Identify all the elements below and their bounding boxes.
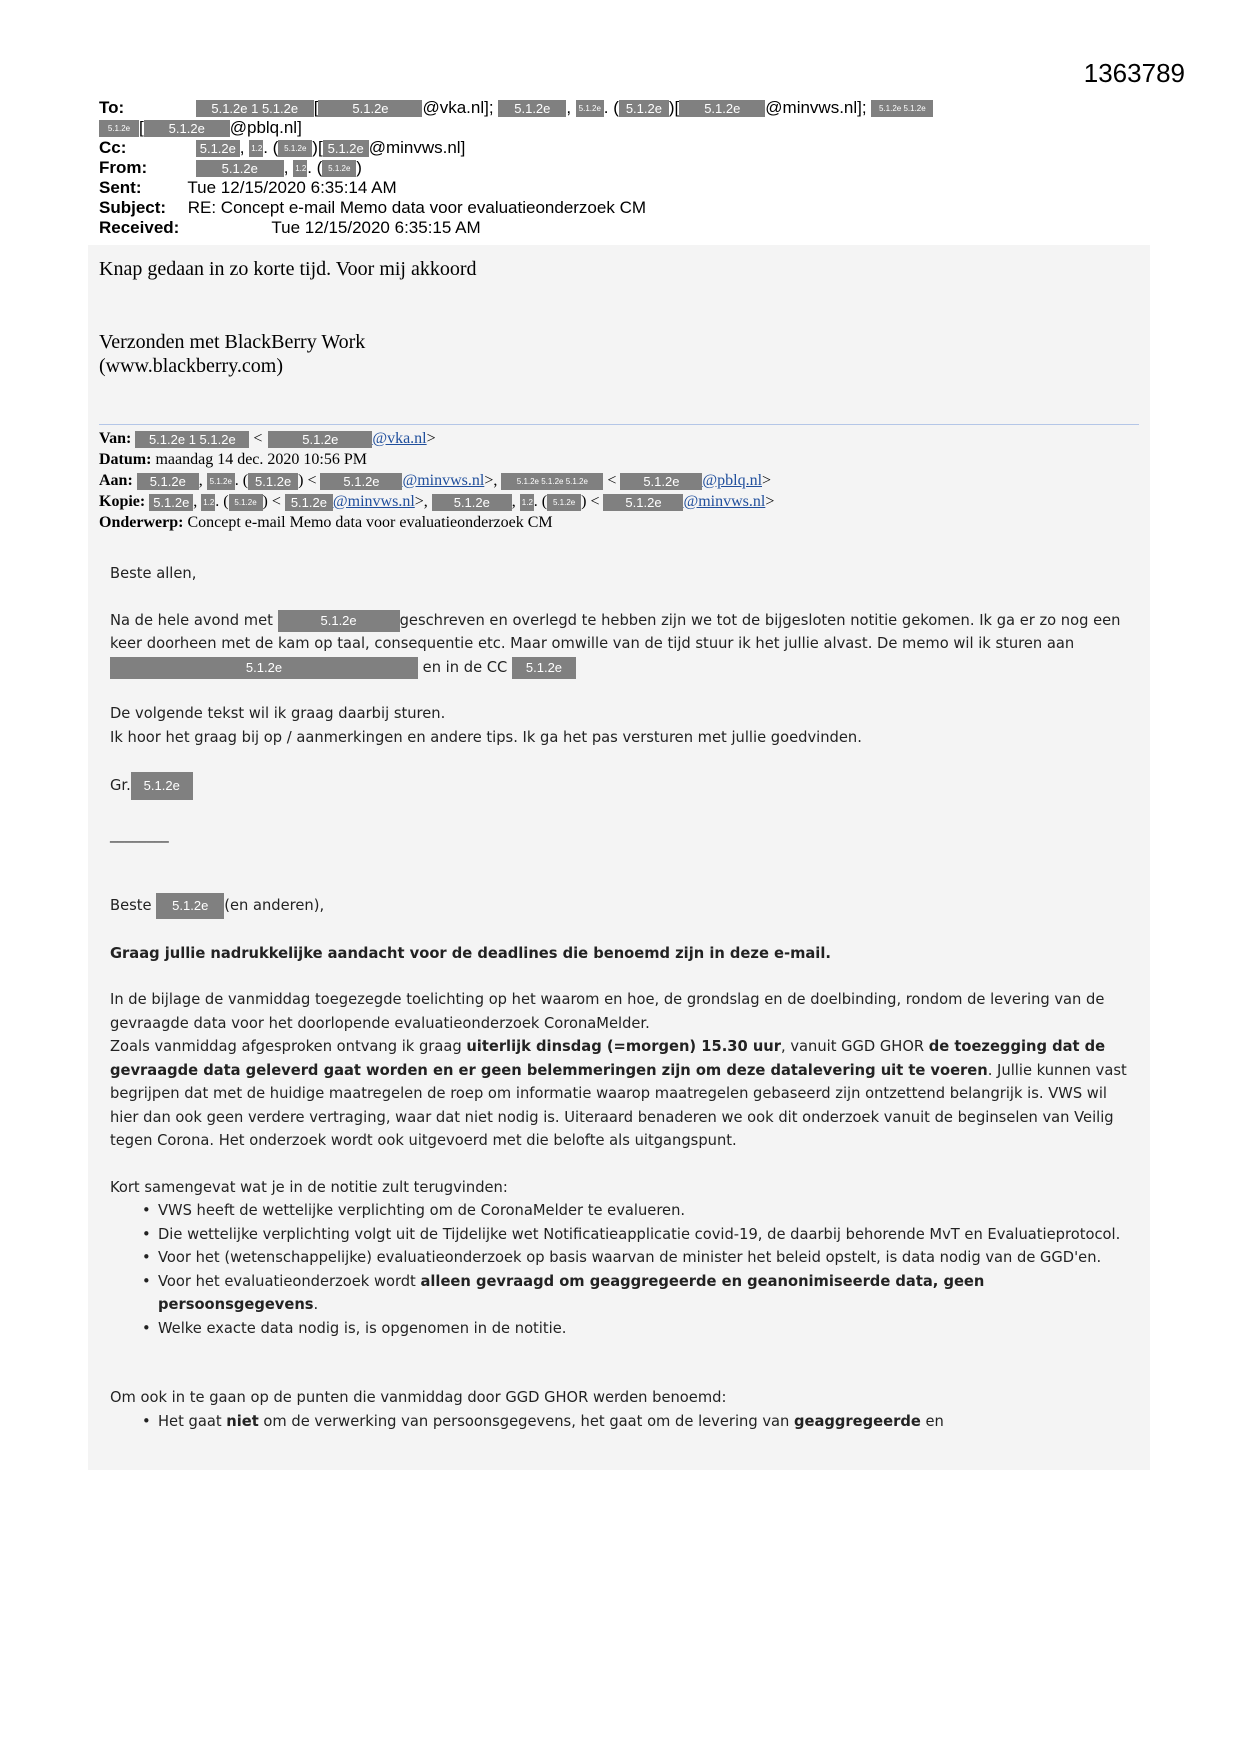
email-link[interactable]: @minvws.nl xyxy=(332,493,415,510)
email-domain-text: @minvws.nl]; xyxy=(765,98,867,117)
list-item xyxy=(158,1410,1130,1434)
received-label: Received: xyxy=(99,218,180,237)
document-number: 1363789 xyxy=(1083,58,1185,88)
closing-text: Gr. xyxy=(110,777,131,794)
bold-text: de toezegging dat de gevraagde data geleverd gaat worden en er geen belemmeringen zijn om deze datalevering uit te voeren xyxy=(110,1038,1106,1079)
datum-row xyxy=(99,449,1139,470)
list-item: • VWS heeft de wettelijke verplichting om de CoronaMelder te evalueren. xyxy=(158,1199,1130,1223)
redaction-box: 5.1.2e xyxy=(619,100,669,117)
redaction-box: 5.1.2e xyxy=(248,473,298,490)
redaction-box: 5.1.2e xyxy=(278,610,400,632)
to-row: To: 5.1.2e 1 5.1.2e [ 5.1.2e @vka.nl]; 5.1.2e , 5.1.2e . ( 5.1.2e )[ 5.1.2e @minvws.nl]; 5.1.2e 5.1.2e xyxy=(99,98,1139,118)
points-list xyxy=(110,1410,1130,1434)
onderwerp-row xyxy=(99,512,1139,533)
separator-rule xyxy=(99,424,1139,425)
cc-row: Cc: 5.1.2e , 1.2. ( 5.1.2e )[ 5.1.2e @minvws.nl] xyxy=(99,138,466,157)
bold-text: niet xyxy=(226,1412,259,1430)
redaction-box: 5.1.2e xyxy=(268,431,372,448)
redaction-box: 5.1.2e 5.1.2e xyxy=(871,100,933,117)
van-label: Van: xyxy=(99,430,132,447)
subject-label: Subject: xyxy=(99,198,167,217)
from-row: From: 5.1.2e , 1.2. ( 5.1.2e ) xyxy=(99,158,362,177)
redaction-box: 5.1.2e xyxy=(318,100,422,117)
forwarded-body xyxy=(110,562,1130,1433)
redaction-box: 5.1.2e xyxy=(679,100,765,117)
list-item: • Die wettelijke verplichting volgt uit de Tijdelijke wet Notificatieapplicatie covid-19, de daarbij behorende MvT en Evaluatieprotocol. xyxy=(158,1223,1130,1247)
sent-value: Tue 12/15/2020 6:35:14 AM xyxy=(187,178,397,197)
list-item-text: om de verwerking van persoonsgegevens, het gaat om de levering van xyxy=(263,1412,790,1430)
redaction-box: 5.1.2e xyxy=(323,140,369,157)
paragraph-text: . Jullie kunnen vast begrijpen dat met de huidige maatregelen de roep om informatie waarop maatregelen gebaseerd zijn ontzettend belangrijk is. VWS wil hier dan ook geen verdere vertraging, waar dat niet nodig is. Uiteraard benaderen we ook dit onderzoek vanuit de beginselen van Veilig tegen Corona. Het onderzoek wordt ook uitgevoerd met die belofte als uitgangspunt. xyxy=(110,1061,1127,1149)
paragraph-text: , vanuit GGD GHOR xyxy=(781,1038,925,1055)
redaction-box: 5.1.2e xyxy=(207,473,235,490)
paragraph xyxy=(110,609,1130,680)
redaction-box: 5.1.2e xyxy=(620,473,702,490)
email-link[interactable]: @minvws.nl xyxy=(402,472,485,489)
aan-row: Aan: 5.1.2e , 5.1.2e . ( 5.1.2e ) < 5.1.2e @minvws.nl>, 5.1.2e 5.1.2e 5.1.2e < 5.1.2e @pblq.nl> xyxy=(99,472,772,489)
redaction-box: 5.1.2e xyxy=(603,494,683,511)
sent-label: Sent: xyxy=(99,178,142,197)
list-item-text: en xyxy=(925,1412,944,1430)
sent-row xyxy=(99,178,1139,198)
datum-value: maandag 14 dec. 2020 10:56 PM xyxy=(155,451,367,468)
paragraph-text: geschreven en overlegd te hebben zijn we tot de bijgesloten notitie gekomen. Ik ga er zo nog een keer doorheen met de kam op taal, consequentie etc. Maar omwille van de tijd stuur ik het jullie alvast. De memo wil ik sturen aan xyxy=(110,611,1121,652)
email-link[interactable]: @vka.nl xyxy=(372,430,427,447)
paragraph-line: De volgende tekst wil ik graag daarbij sturen. xyxy=(110,705,446,722)
deadline-text: uiterlijk dinsdag (=morgen) 15.30 uur xyxy=(466,1038,781,1055)
redaction-box: 5.1.2e xyxy=(285,494,333,511)
to-row-continued: 5.1.2e [ 5.1.2e @pblq.nl] xyxy=(99,118,1139,138)
redaction-box: 5.1.2e xyxy=(432,494,512,511)
list-item xyxy=(158,1270,1130,1317)
email-domain-text: @pblq.nl] xyxy=(229,118,302,137)
redaction-box: 5.1.2e xyxy=(512,657,576,679)
received-row xyxy=(99,218,1139,238)
bold-text: geaggregeerde xyxy=(794,1412,921,1430)
onderwerp-label: Onderwerp: xyxy=(99,514,184,531)
email-domain-text: @minvws.nl] xyxy=(368,138,466,157)
redaction-box: 5.1.2e xyxy=(320,473,402,490)
signature-line: Verzonden met BlackBerry Work xyxy=(99,331,366,353)
onderwerp-value: Concept e-mail Memo data voor evaluatieonderzoek CM xyxy=(187,514,553,531)
redaction-box: 5.1.2e xyxy=(229,494,263,511)
points-intro: Om ook in te gaan op de punten die vanmiddag door GGD GHOR werden benoemd: xyxy=(110,1389,727,1406)
reply-text: Knap gedaan in zo korte tijd. Voor mij akkoord xyxy=(99,258,477,280)
redaction-box: 5.1.2e xyxy=(156,893,224,919)
aan-label: Aan: xyxy=(99,472,133,489)
paragraph xyxy=(110,1035,1130,1153)
reply-signature xyxy=(99,330,365,378)
subject-row xyxy=(99,198,1139,218)
from-label: From: xyxy=(99,158,148,177)
subject-value: RE: Concept e-mail Memo data voor evaluatieonderzoek CM xyxy=(187,198,647,217)
redaction-box: 5.1.2e xyxy=(498,100,566,117)
signature-line: (www.blackberry.com) xyxy=(99,355,283,377)
cc-label: Cc: xyxy=(99,138,127,157)
redaction-box: 5.1.2e xyxy=(137,473,199,490)
email-header xyxy=(99,98,1139,238)
redaction-box: 1.2 xyxy=(249,140,263,157)
list-item: • Welke exacte data nodig is, is opgenomen in de notitie. xyxy=(158,1317,1130,1341)
kopie-label: Kopie: xyxy=(99,493,146,510)
salutation-text: (en anderen), xyxy=(224,896,325,914)
redaction-box: 5.1.2e xyxy=(131,772,193,800)
paragraph-text: en in de CC xyxy=(422,658,508,676)
redaction-box: 5.1.2e xyxy=(322,160,356,177)
summary-list xyxy=(110,1199,1130,1340)
salutation-text: Beste xyxy=(110,896,152,914)
redaction-box: 5.1.2e 1 5.1.2e xyxy=(135,431,249,448)
list-item-text: Het gaat xyxy=(158,1412,222,1430)
redaction-box: 5.1.2e xyxy=(99,120,139,137)
closing xyxy=(110,772,1130,800)
attention-note: Graag jullie nadrukkelijke aandacht voor de deadlines die benoemd zijn in deze e-mail. xyxy=(110,944,831,962)
redaction-box: 1.2 xyxy=(520,494,534,511)
bold-text: alleen gevraagd om geaggregeerde en geanonimiseerde data, geen persoonsgegevens xyxy=(158,1272,985,1313)
list-item: • Voor het (wetenschappelijke) evaluatieonderzoek op basis waarvan de minister het beleid opstelt, is data nodig van de GGD'en. xyxy=(158,1246,1130,1270)
redaction-box: 5.1.2e 1 5.1.2e xyxy=(196,100,314,117)
list-item-text: Voor het evaluatieonderzoek wordt xyxy=(158,1272,416,1290)
received-value: Tue 12/15/2020 6:35:15 AM xyxy=(271,218,481,237)
paragraph-line: Ik hoor het graag bij op / aanmerkingen en andere tips. Ik ga het pas versturen met jullie goedvinden. xyxy=(110,728,862,746)
email-link[interactable]: @pblq.nl xyxy=(702,472,763,489)
paragraph-text: Na de hele avond met xyxy=(110,611,273,629)
greeting: Beste allen, xyxy=(110,565,197,582)
redaction-box: 5.1.2e xyxy=(196,140,240,157)
separator-line: ________ xyxy=(110,826,169,843)
datum-label: Datum: xyxy=(99,451,152,468)
redaction-box: 5.1.2e xyxy=(278,140,312,157)
to-label: To: xyxy=(99,98,125,117)
redaction-box: 5.1.2e xyxy=(144,120,230,137)
summary-intro: Kort samengevat wat je in de notitie zult terugvinden: xyxy=(110,1178,508,1196)
kopie-row: Kopie: 5.1.2e , 1.2. ( 5.1.2e ) < 5.1.2e @minvws.nl>, 5.1.2e , 1.2. ( 5.1.2e ) < 5.1.2e @minvws.nl> xyxy=(99,493,775,510)
redaction-box: 5.1.2e xyxy=(576,100,604,117)
email-link[interactable]: @minvws.nl xyxy=(683,493,766,510)
redaction-box: 1.2 xyxy=(201,494,215,511)
paragraph-text: Zoals vanmiddag afgesproken ontvang ik graag xyxy=(110,1038,462,1055)
salutation xyxy=(110,893,1130,919)
list-item-text: . xyxy=(313,1296,319,1313)
redaction-box: 5.1.2e xyxy=(196,160,284,177)
forwarded-header xyxy=(99,428,1139,533)
redaction-box: 1.2 xyxy=(293,160,307,177)
redaction-box: 5.1.2e xyxy=(110,657,418,679)
redaction-box: 5.1.2e 5.1.2e 5.1.2e xyxy=(501,473,603,490)
paragraph: In de bijlage de vanmiddag toegezegde toelichting op het waarom en hoe, de grondslag en de doelbinding, rondom de levering van de gevraagde data voor het doorlopende evaluatieonderzoek CoronaMelder. xyxy=(110,991,1105,1032)
van-row: Van: 5.1.2e 1 5.1.2e < 5.1.2e @vka.nl> xyxy=(99,430,436,447)
redaction-box: 5.1.2e xyxy=(149,494,193,511)
email-domain-text: @vka.nl]; xyxy=(422,98,494,117)
redaction-box: 5.1.2e xyxy=(547,494,581,511)
